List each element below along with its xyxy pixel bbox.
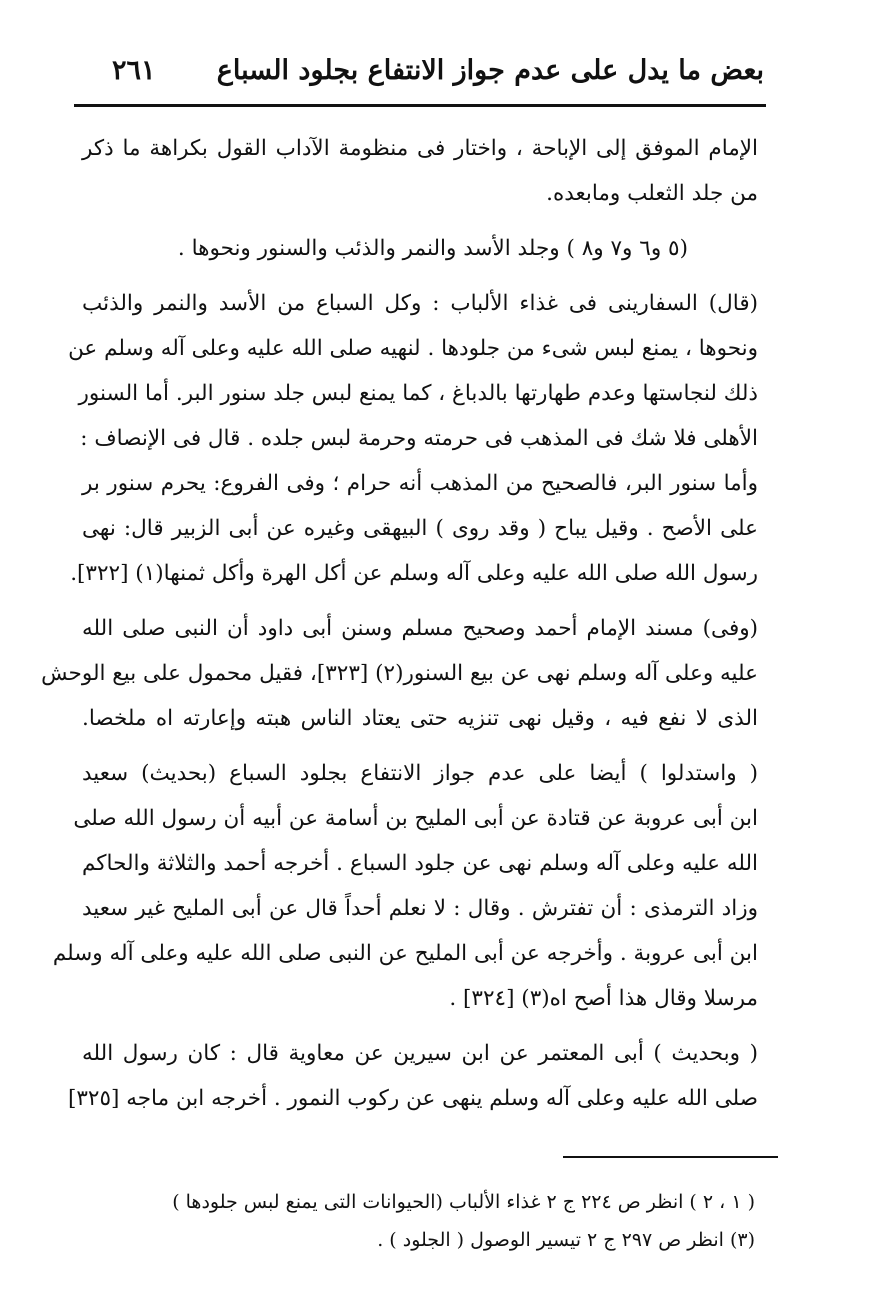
text-line: (قال) السفارينى فى غذاء الألباب : وكل السباع من الأسد والنمر والذئب (82, 291, 758, 316)
running-header (72, 42, 764, 98)
text-line: وأما سنور البر، فالصحيح من المذهب أنه حرام ؛ وفى الفروع: يحرم سنور بر (82, 471, 758, 496)
footnote-divider (563, 1156, 778, 1158)
text-line: ابن أبى عروبة . وأخرجه عن أبى المليح عن النبى صلى الله عليه وعلى آله وسلم (52, 941, 758, 966)
text-line: ( وبحديث ) أبى المعتمر عن ابن سيرين عن معاوية قال : كان رسول الله (82, 1041, 758, 1066)
text-line: مرسلا وقال هذا أصح اه(٣) [٣٢٤] . (449, 986, 758, 1011)
paragraph (52, 751, 758, 1021)
footnotes (90, 1183, 755, 1259)
text-line: ( واستدلوا ) أيضا على عدم جواز الانتفاع بجلود السباع (بحديث) سعيد (82, 761, 758, 786)
text-line: على الأصح . وقيل يباح ( وقد روى ) البيهقى وغيره عن أبى الزبير قال: نهى (82, 516, 758, 541)
text-line: صلى الله عليه وعلى آله وسلم ينهى عن ركوب النمور . أخرجه ابن ماجه [٣٢٥] (67, 1086, 758, 1111)
text-line: الله عليه وعلى آله وسلم نهى عن جلود السباع . أخرجه أحمد والثلاثة والحاكم (82, 851, 758, 876)
page-number: ٢٦١ (112, 54, 156, 86)
text-line: وزاد الترمذى : أن تفترش . وقال : لا نعلم أحداً قال عن أبى المليح غير سعيد (82, 896, 758, 921)
paragraph (68, 281, 758, 596)
text-line: ابن أبى عروبة عن قتادة عن أبى المليح بن أسامة عن أبيه أن رسول الله صلى (73, 806, 758, 831)
header-divider (74, 104, 766, 107)
text-line: من جلد الثعلب ومابعده. (546, 181, 758, 206)
text-line: الذى لا نفع فيه ، وقيل نهى تنزيه حتى يعتاد الناس هبته وإعارته اه ملخصا. (82, 706, 758, 731)
footnote: ( ١ ، ٢ ) انظر ص ٢٢٤ ج ٢ غذاء الألباب (الحيوانات التى يمنع لبس جلودها ) (172, 1191, 755, 1213)
paragraph (82, 126, 758, 216)
text-line: رسول الله صلى الله عليه وعلى آله وسلم عن أكل الهرة وأكل ثمنها(١) [٣٢٢]. (70, 561, 758, 586)
text-line: ذلك لنجاستها وعدم طهارتها بالدباغ ، كما يمنع لبس جلد سنور البر. أما السنور (78, 381, 758, 406)
paragraph (82, 226, 758, 271)
paragraph (41, 606, 758, 741)
text-line: ونحوها ، يمنع لبس شىء من جلودها . لنهيه صلى الله عليه وعلى آله وسلم عن (68, 336, 758, 361)
footnote: (٣) انظر ص ٢٩٧ ج ٢ تيسير الوصول ( الجلود ) . (377, 1229, 755, 1251)
main-text (41, 126, 758, 1131)
text-line: (٥ و٦ و٧ و٨ ) وجلد الأسد والنمر والذئب والسنور ونحوها . (177, 236, 688, 261)
text-line: عليه وعلى آله وسلم نهى عن بيع السنور(٢) [٣٢٣]، فقيل محمول على بيع الوحش (41, 661, 758, 686)
paragraph (67, 1031, 758, 1121)
text-line: (وفى) مسند الإمام أحمد وصحيح مسلم وسنن أبى داود أن النبى صلى الله (82, 616, 758, 641)
text-line: الإمام الموفق إلى الإباحة ، واختار فى منظومة الآداب القول بكراهة ما ذكر (82, 136, 758, 161)
running-title: بعض ما يدل على عدم جواز الانتفاع بجلود السباع (216, 54, 764, 86)
text-line: الأهلى فلا شك فى المذهب فى حرمته وحرمة لبس جلده . قال فى الإنصاف : (80, 426, 758, 451)
